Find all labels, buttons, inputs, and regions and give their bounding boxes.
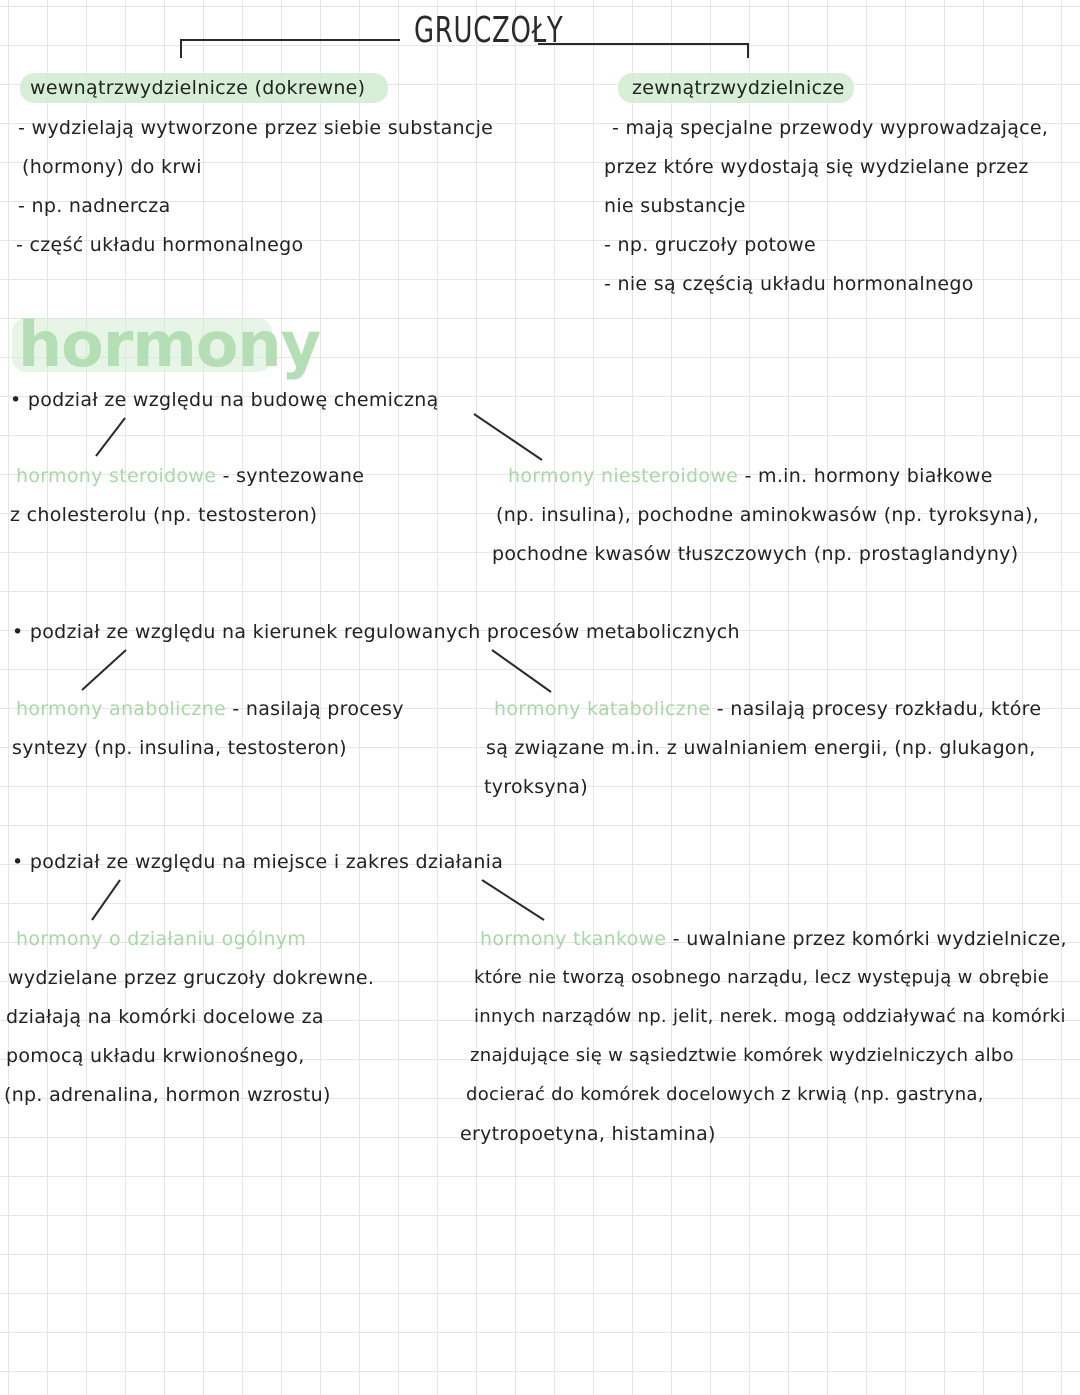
section1-right-line1 [508, 464, 993, 488]
branch-line-s1-right [474, 414, 542, 460]
section1-left-line1 [16, 464, 364, 488]
section3-left-line4: pomocą układu krwionośnego, [6, 1045, 305, 1067]
endocrine-line: - część układu hormonalnego [16, 234, 304, 256]
section1-left-line2: z cholesterolu (np. testosteron) [10, 504, 318, 526]
section3-left-term: hormony o działaniu ogólnym [16, 928, 307, 950]
section2-left-line1 [16, 697, 404, 721]
branch-line-s2-right [492, 650, 551, 692]
exocrine-line: nie substancje [604, 195, 746, 217]
exocrine-line: przez które wydostają się wydzielane przez [604, 156, 1029, 178]
endocrine-line: - wydzielają wytworzone przez siebie substancje [18, 117, 494, 139]
section2-right-line2: są związane m.in. z uwalnianiem energii, (np. glukagon, [486, 737, 1036, 759]
title-bracket-right [538, 44, 748, 58]
branch-line-s3-right [482, 880, 544, 920]
section3-right-line6: erytropoetyna, histamina) [460, 1123, 716, 1145]
section3-right-line4: znajdujące się w sąsiedztwie komórek wydzielniczych albo [470, 1045, 1014, 1066]
section3-left-line5: (np. adrenalina, hormon wzrostu) [4, 1084, 331, 1106]
section2-right-line3: tyroksyna) [484, 776, 588, 798]
section2-heading: • podział ze względu na kierunek regulowanych procesów metabolicznych [12, 621, 740, 643]
section1-right-rest: - m.in. hormony białkowe [738, 465, 993, 487]
section3-right-line3: innych narządów np. jelit, nerek. mogą oddziaływać na komórki [474, 1006, 1066, 1027]
section2-right-term: hormony kataboliczne [494, 698, 711, 720]
exocrine-line: - np. gruczoły potowe [604, 234, 817, 256]
section1-left-rest: - syntezowane [216, 465, 365, 487]
section3-left-line2: wydzielane przez gruczoły dokrewne. [8, 967, 375, 989]
section3-right-rest: - uwalniane przez komórki wydzielnicze, [666, 928, 1067, 950]
section3-right-line2: które nie tworzą osobnego narządu, lecz występują w obrębie [474, 967, 1050, 988]
section2-left-line2: syntezy (np. insulina, testosteron) [12, 737, 347, 759]
branch-line-s3-left [92, 880, 120, 920]
section2-right-line1 [494, 697, 1041, 721]
section3-right-term: hormony tkankowe [480, 928, 667, 950]
section2-right-rest: - nasilają procesy rozkładu, które [710, 698, 1042, 720]
endocrine-line: (hormony) do krwi [22, 156, 202, 178]
section1-right-line3: pochodne kwasów tłuszczowych (np. prostaglandyny) [492, 543, 1019, 565]
title-bracket-left [181, 40, 400, 58]
page-title: GRUCZOŁY [414, 10, 564, 51]
endocrine-line: - np. nadnercza [18, 195, 171, 217]
exocrine-heading: zewnątrzwydzielnicze [632, 77, 845, 99]
section1-right-term: hormony niesteroidowe [508, 465, 739, 487]
exocrine-line: - nie są częścią układu hormonalnego [604, 273, 974, 295]
section3-left-line3: działają na komórki docelowe za [6, 1006, 324, 1028]
section1-right-line2: (np. insulina), pochodne aminokwasów (np. tyroksyna), [496, 504, 1040, 526]
branch-line-s2-left [82, 650, 126, 690]
section1-left-term: hormony steroidowe [16, 465, 217, 487]
section1-heading: • podział ze względu na budowę chemiczną [10, 389, 439, 411]
branch-line-s1-left [96, 418, 125, 456]
section3-heading: • podział ze względu na miejsce i zakres działania [12, 851, 504, 873]
section3-right-line1 [480, 927, 1067, 951]
exocrine-line: - mają specjalne przewody wyprowadzające, [612, 117, 1049, 139]
section2-left-term: hormony anaboliczne [16, 698, 227, 720]
section2-left-rest: - nasilają procesy [226, 698, 404, 720]
hormones-heading: hormony [18, 308, 321, 381]
section3-right-line5: docierać do komórek docelowych z krwią (np. gastryna, [466, 1084, 984, 1105]
endocrine-heading: wewnątrzwydzielnicze (dokrewne) [30, 77, 366, 99]
